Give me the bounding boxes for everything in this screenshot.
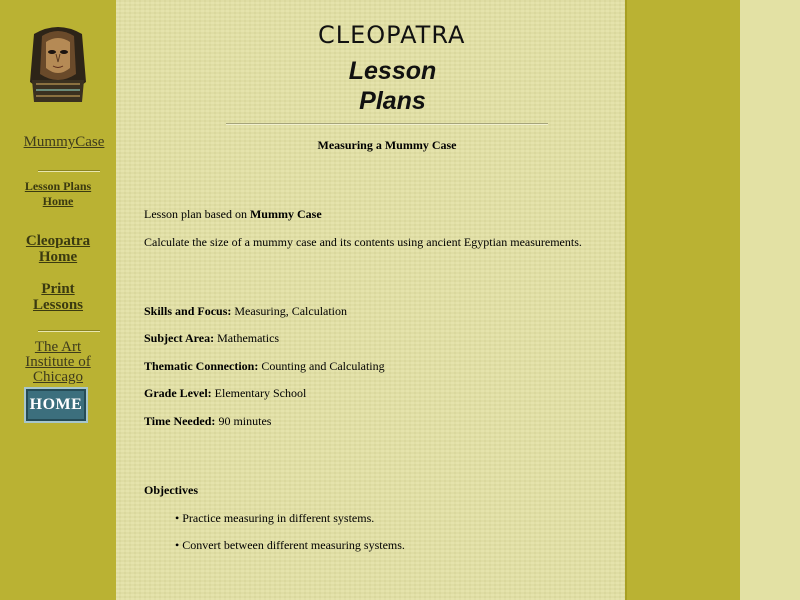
art-institute-line3: Chicago: [33, 369, 83, 385]
cleopatra-home-line1: Cleopatra: [25, 233, 91, 249]
detail-time-needed: [144, 414, 271, 429]
art-institute-link[interactable]: [0, 340, 116, 385]
detail-label: Thematic Connection:: [144, 359, 259, 373]
cleopatra-home-line2: Home: [38, 249, 78, 265]
detail-value: Elementary School: [211, 386, 307, 400]
detail-label: Grade Level:: [144, 386, 212, 400]
right-decorative-band: [625, 0, 745, 600]
detail-skills: [144, 304, 347, 319]
detail-value: Mathematics: [214, 331, 280, 345]
objective-item: • Practice measuring in different systems.: [175, 511, 375, 525]
page-title: [325, 56, 460, 116]
lesson-plans-home-line2: Home: [42, 194, 74, 208]
mummy-mask-icon: [28, 24, 88, 102]
page-title-line2: Plans: [359, 87, 426, 115]
based-on-prefix: Lesson plan based on: [144, 207, 250, 221]
lesson-description: Calculate the size of a mummy case and its contents using ancient Egyptian measurements.: [144, 235, 582, 249]
cleopatra-home-link[interactable]: [0, 233, 116, 265]
detail-label: Subject Area:: [144, 331, 215, 345]
page-title-line1: Lesson: [348, 57, 437, 85]
objective-item: • Convert between different measuring systems.: [175, 538, 405, 552]
art-institute-line2: Institute of: [25, 354, 91, 370]
sidebar-divider: [38, 330, 100, 332]
header-divider: [226, 123, 548, 125]
detail-label: Time Needed:: [144, 414, 216, 428]
detail-grade-level: [144, 386, 306, 401]
detail-label: Skills and Focus:: [144, 304, 232, 318]
sidebar-divider: [38, 170, 100, 172]
detail-value: 90 minutes: [215, 414, 272, 428]
lesson-plans-home-line1: Lesson Plans: [24, 179, 92, 193]
lesson-subtitle: Measuring a Mummy Case: [317, 138, 457, 152]
print-lessons-line2: Lessons: [32, 297, 84, 313]
based-on-name: Mummy Case: [249, 207, 322, 221]
detail-value: Counting and Calculating: [258, 359, 385, 373]
cleopatra-logo: CLEOPATRA: [318, 21, 466, 49]
home-button[interactable]: HOME: [24, 387, 88, 423]
detail-subject-area: [144, 331, 279, 346]
print-lessons-link[interactable]: [0, 281, 116, 313]
far-right-margin: [740, 0, 800, 600]
based-on-line: [144, 207, 322, 222]
objectives-heading-text: Objectives: [144, 483, 198, 497]
detail-thematic-connection: [144, 359, 385, 374]
print-lessons-line1: Print: [41, 281, 75, 297]
mummy-case-link[interactable]: MummyCase: [23, 134, 105, 150]
objectives-heading: [144, 483, 198, 498]
lesson-plans-home-link[interactable]: [0, 179, 116, 209]
detail-value: Measuring, Calculation: [231, 304, 348, 318]
art-institute-line1: The Art: [34, 339, 82, 355]
